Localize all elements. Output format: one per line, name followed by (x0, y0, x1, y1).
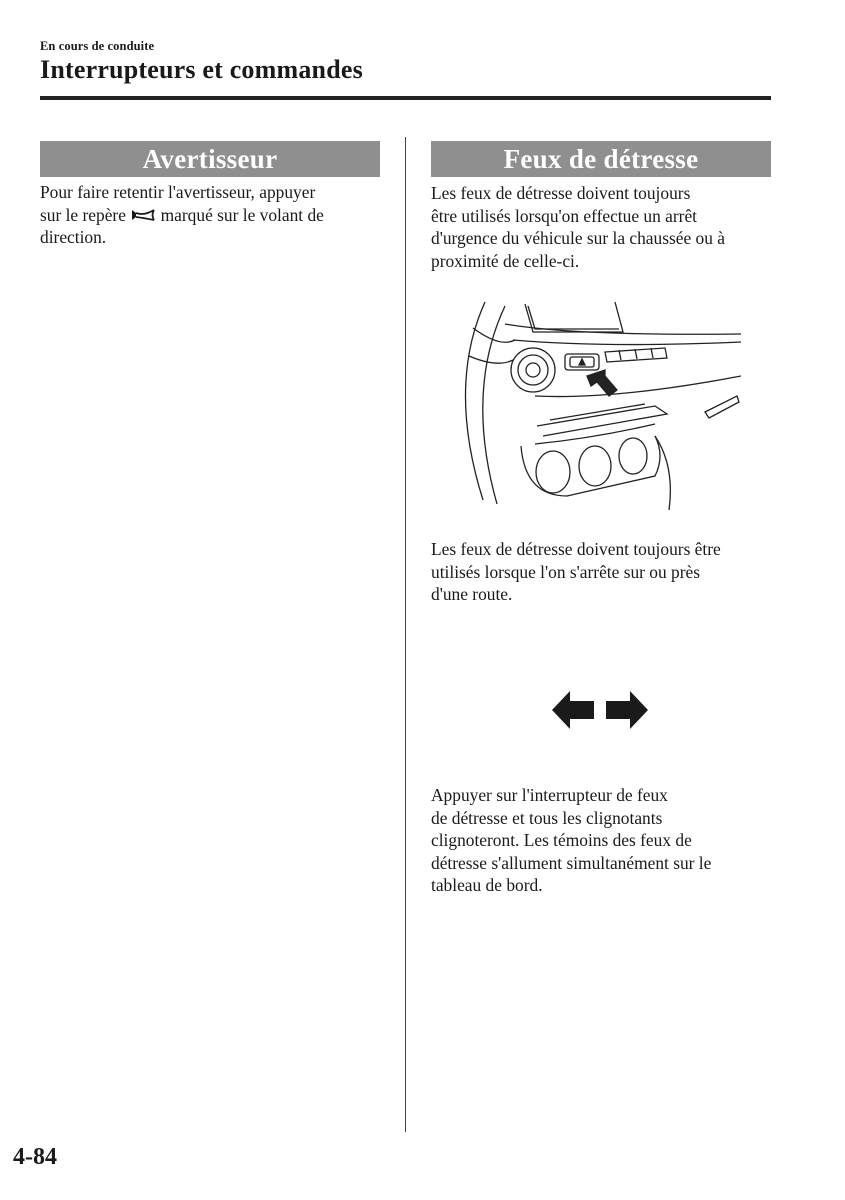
hazard-switch-dashboard-illustration (455, 296, 741, 518)
header-rule (40, 96, 771, 100)
page-number: 4-84 (13, 1144, 57, 1170)
hazard-paragraph-1: Les feux de détresse doivent toujours être utilisés lorsqu'on effectue un arrêt d'urgence du véhicule sur la chaussée ou à proximité de celle-ci. (431, 183, 725, 271)
section-label: En cours de conduite (40, 39, 155, 53)
horn-text-after: marqué sur le volant de direction. (40, 204, 324, 247)
column-divider (405, 137, 406, 1132)
horn-icon (130, 206, 156, 222)
hazard-paragraph-2: Les feux de détresse doivent toujours être utilisés lorsque l'on s'arrête sur ou près d'une route. (431, 539, 721, 604)
section-heading-horn: Avertisseur (40, 141, 380, 177)
horn-text-before: Pour faire retentir l'avertisseur, appuyer sur le repère (40, 182, 316, 225)
horn-paragraph (40, 181, 385, 249)
turn-signal-arrows-icon (550, 688, 650, 732)
hazard-paragraph-3: Appuyer sur l'interrupteur de feux de détresse et tous les clignotants clignoteront. Les témoins des feux de détresse s'allument simultanément sur le tableau de bord. (431, 785, 712, 895)
section-heading-hazard: Feux de détresse (431, 141, 771, 177)
page-title: Interrupteurs et commandes (40, 55, 363, 84)
